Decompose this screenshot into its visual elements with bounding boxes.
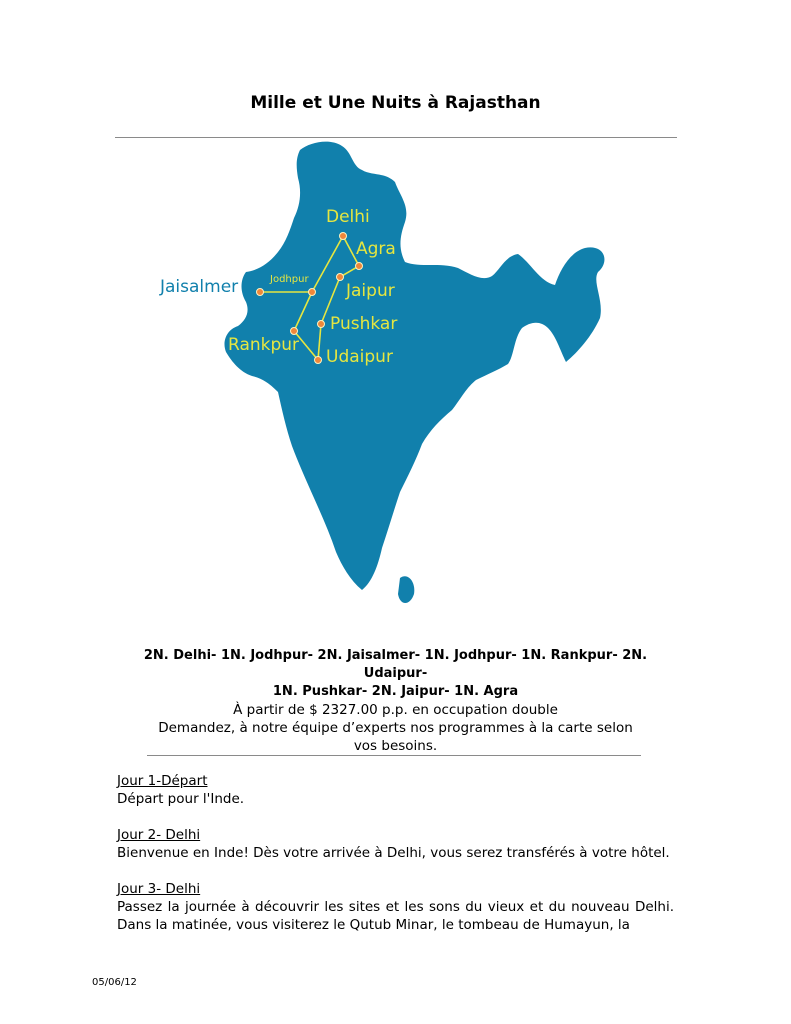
marker-jaipur: [337, 274, 344, 281]
day-text: Départ pour l'Inde.: [117, 791, 245, 807]
label-rankpur: Rankpur: [228, 335, 300, 355]
request-line-1: Demandez, à notre équipe d’experts nos programmes à la carte selon: [158, 720, 633, 736]
day-title: Jour 3- Delhi: [117, 881, 201, 897]
day-2: [117, 826, 674, 862]
day-title: Jour 1-Départ: [117, 773, 208, 789]
label-jaipur: Jaipur: [346, 281, 395, 301]
summary-divider: [147, 755, 641, 756]
itinerary: [117, 772, 674, 952]
day-3: [117, 880, 674, 934]
marker-jaisalmer: [257, 289, 264, 296]
price-line: À partir de $ 2327.00 p.p. en occupation double: [233, 702, 558, 718]
marker-agra: [356, 263, 363, 270]
route-line-2: 1N. Pushkar- 2N. Jaipur- 1N. Agra: [272, 684, 519, 699]
trip-summary: [110, 647, 681, 755]
label-udaipur: Udaipur: [326, 347, 393, 367]
label-jodhpur: Jodhpur: [270, 274, 309, 285]
marker-rankpur: [291, 328, 298, 335]
india-land-shape: [225, 142, 605, 590]
marker-delhi: [340, 233, 347, 240]
marker-pushkar: [318, 321, 325, 328]
label-delhi: Delhi: [326, 207, 370, 227]
day-text: Bienvenue en Inde! Dès votre arrivée à Delhi, vous serez transférés à votre hôtel.: [117, 845, 670, 861]
label-pushkar: Pushkar: [330, 314, 398, 334]
sri-lanka-shape: [398, 576, 414, 603]
page-title: Mille et Une Nuits à Rajasthan: [250, 93, 541, 113]
label-agra: Agra: [356, 239, 396, 259]
request-line-2: vos besoins.: [353, 738, 438, 754]
marker-jodhpur: [309, 289, 316, 296]
route-line-1: 2N. Delhi- 1N. Jodhpur- 2N. Jaisalmer- 1N. Jodhpur- 1N. Rankpur- 2N. Udaipur-: [143, 648, 648, 681]
day-text: Passez la journée à découvrir les sites et les sons du vieux et du nouveau Delhi. Dans la matinée, vous visiterez le Qutub Minar, le tombeau de Humayun, la: [117, 899, 674, 933]
day-title: Jour 2- Delhi: [117, 827, 201, 843]
label-jaisalmer: Jaisalmer: [160, 277, 239, 297]
marker-udaipur: [315, 357, 322, 364]
footer-date: 05/06/12: [92, 977, 137, 988]
day-1: [117, 772, 674, 808]
